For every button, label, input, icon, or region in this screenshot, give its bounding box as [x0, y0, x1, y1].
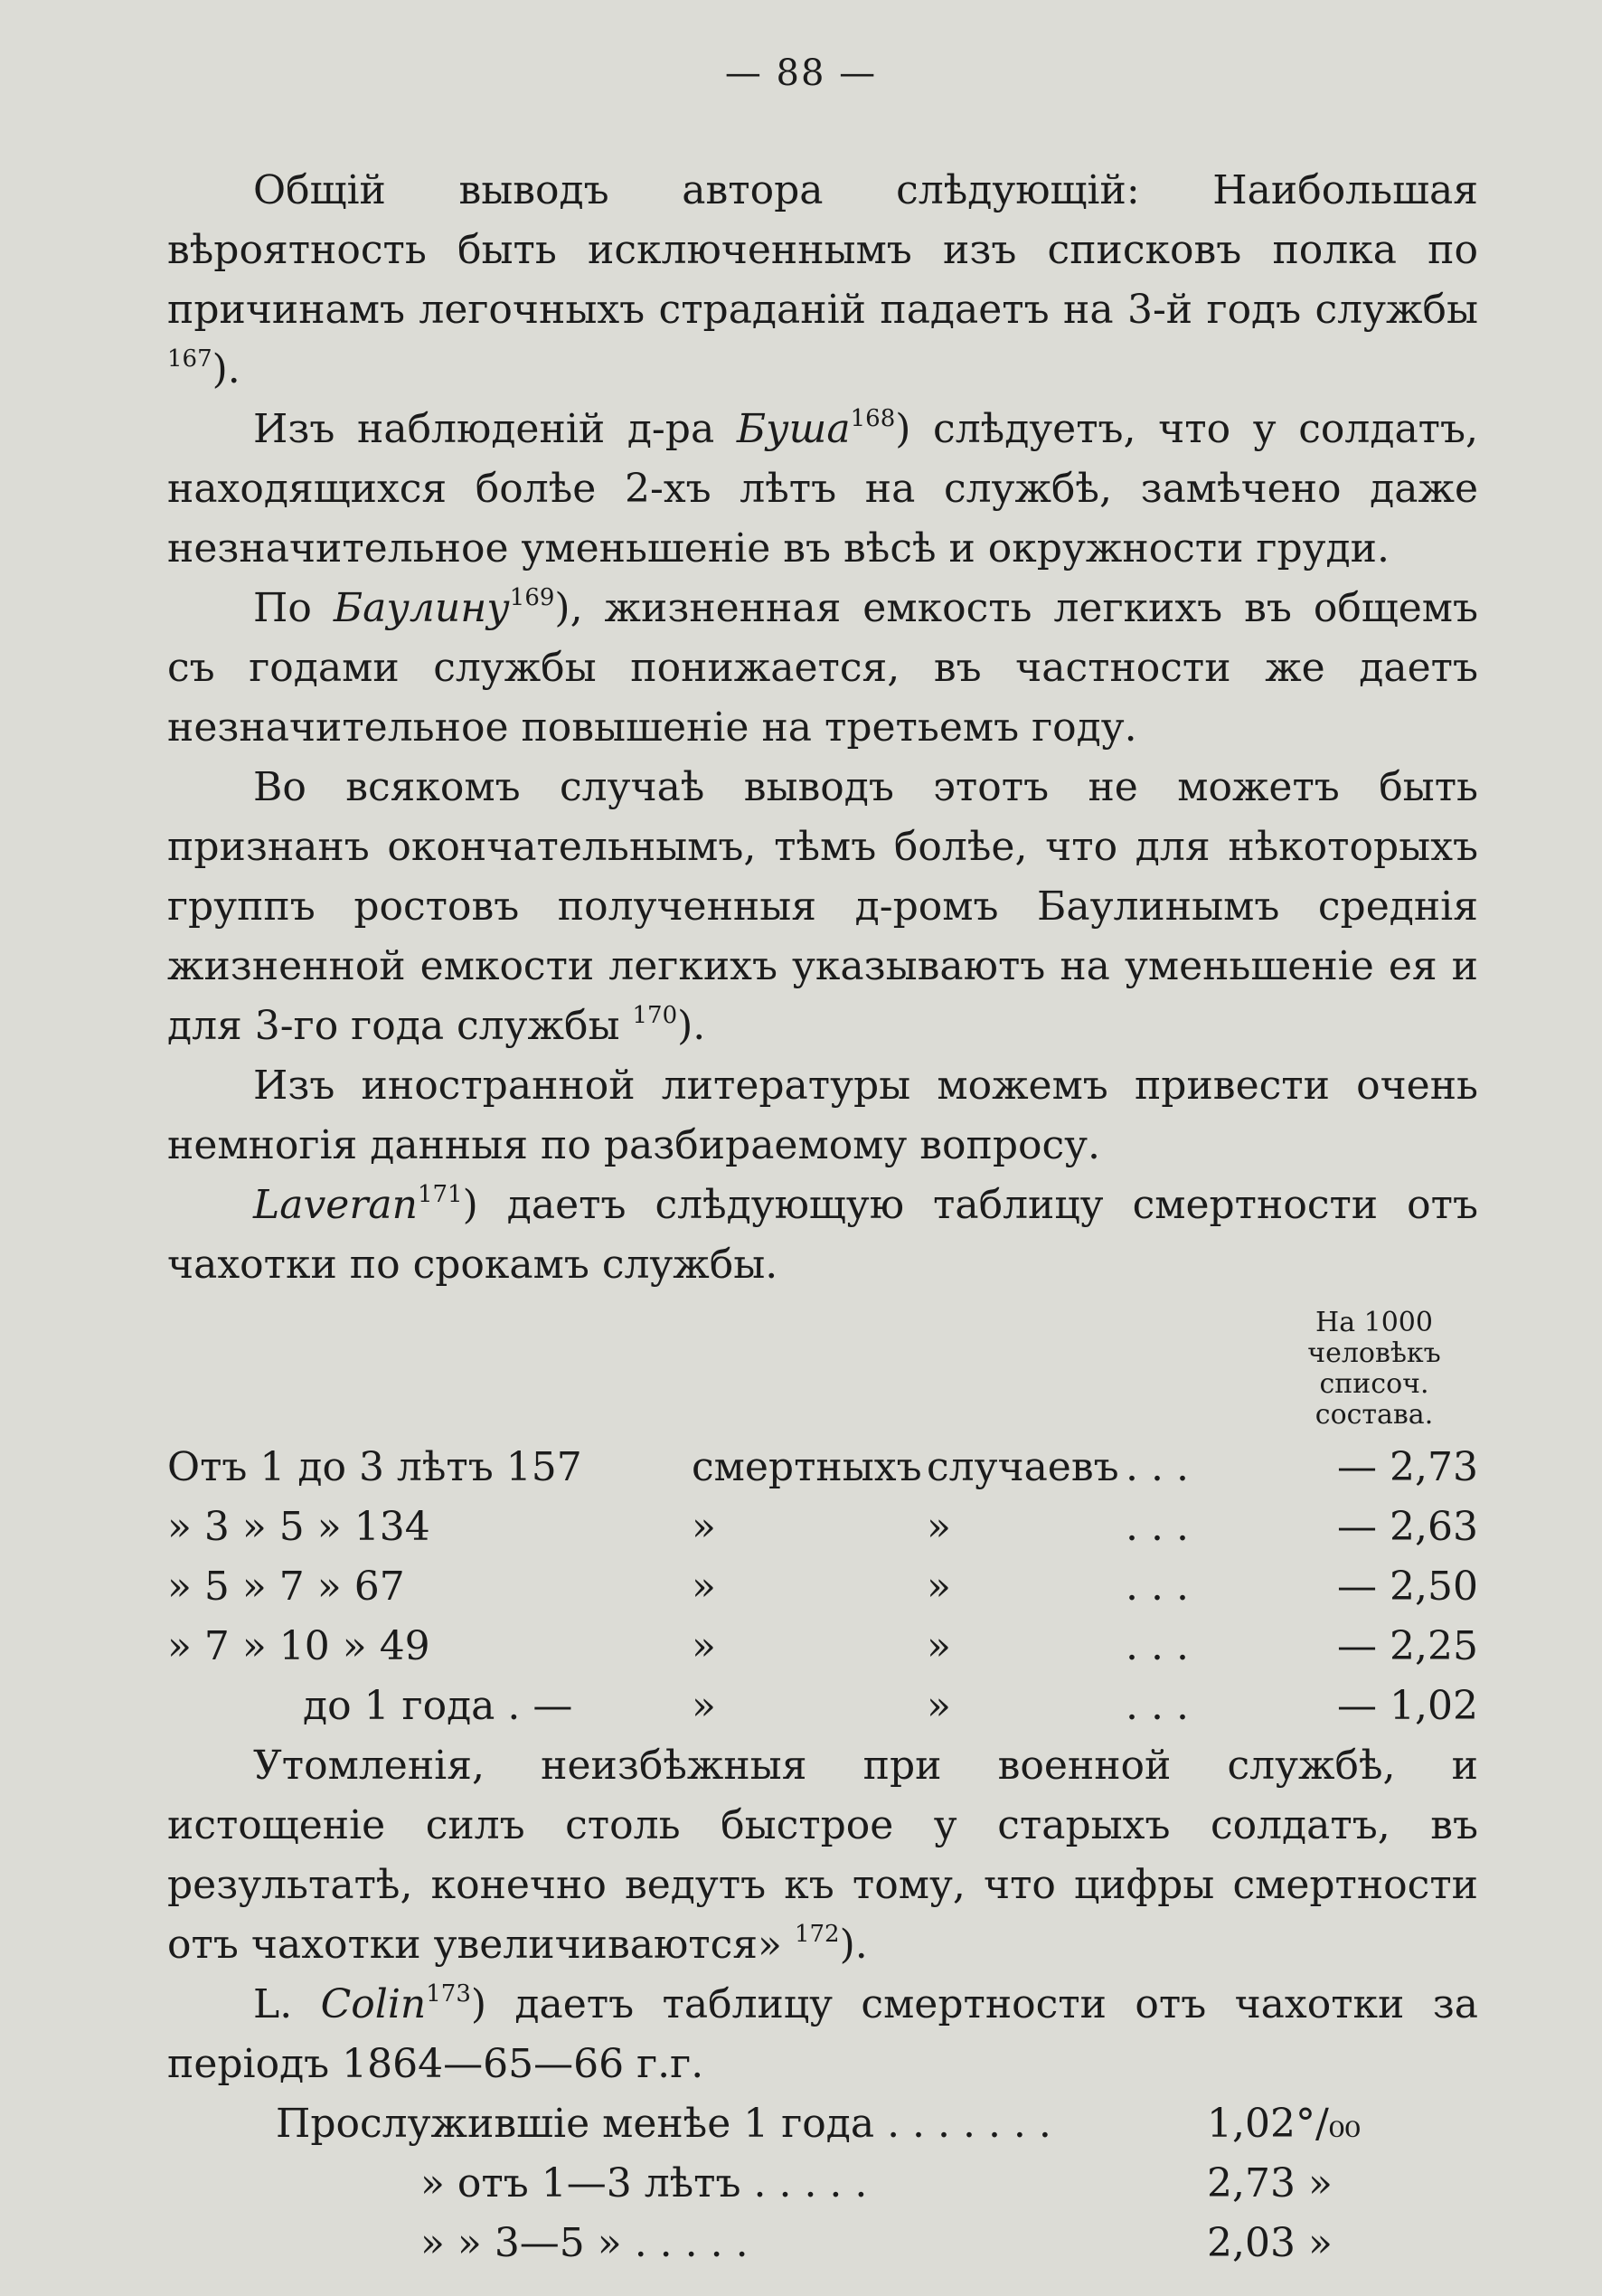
dots-cell: . . .: [1126, 1564, 1189, 1610]
paragraph-1: [167, 161, 1478, 400]
label-cell: Прослужившіе менѣе 1 года . . . . . . .: [276, 2101, 1051, 2147]
count-cell: 67: [353, 1564, 405, 1610]
table-1-header: На 1000 человѣкъ списоч. состава.: [1307, 1307, 1441, 1431]
value-cell: — 2,73: [1337, 1444, 1478, 1490]
paragraph-8-start: L.: [253, 1981, 321, 2027]
paragraph-1-text: Общій выводъ автора слѣдующій: Наибольшая вѣроятность быть исключеннымъ изъ списковъ полка по причинамъ легочныхъ страданій падаетъ на 3-й годъ службы: [167, 167, 1478, 333]
footnote-ref-168: 168: [850, 405, 896, 432]
author-busha: Буша: [736, 406, 851, 452]
word2-cell: »: [927, 1564, 951, 1610]
paragraph-7: [167, 1736, 1478, 1975]
paragraph-3-start: По: [253, 585, 334, 631]
page-body: [167, 161, 1478, 2273]
paragraph-2-start: Изъ наблюденій д-ра: [253, 406, 737, 452]
value-cell: — 2,63: [1337, 1504, 1478, 1550]
table-row: [167, 2154, 1478, 2214]
count-cell: 49: [379, 1623, 430, 1669]
label-cell: » отъ 1—3 лѣтъ . . . . .: [420, 2160, 868, 2206]
footnote-ref-171: 171: [417, 1181, 463, 1208]
word2-cell: случаевъ: [927, 1444, 1119, 1490]
value-cell: — 2,50: [1337, 1564, 1478, 1610]
table-row: [167, 1498, 1478, 1557]
page-number: — 88 —: [724, 52, 878, 94]
paragraph-2: [167, 400, 1478, 579]
word-cell: »: [692, 1683, 716, 1729]
value-cell: — 1,02: [1337, 1683, 1478, 1729]
paragraph-8: [167, 1975, 1478, 2094]
author-colin: Colin: [320, 1981, 427, 2027]
period-cell: Отъ 1 до 3 лѣтъ: [167, 1444, 494, 1490]
period-cell: до 1 года . —: [303, 1683, 573, 1729]
paragraph-1-end: ).: [212, 346, 240, 392]
value-cell: 1,02°/₀₀: [1207, 2101, 1362, 2147]
word2-cell: »: [927, 1504, 951, 1550]
footnote-ref-170: 170: [632, 1002, 678, 1029]
dots-cell: . . .: [1126, 1504, 1189, 1550]
footnote-ref-173: 173: [426, 1980, 471, 2008]
word-cell: »: [692, 1564, 716, 1610]
table-row: [167, 2214, 1478, 2273]
table-row: [167, 1617, 1478, 1677]
paragraph-3-text: ), жизненная емкость легкихъ въ общемъ съ годами службы понижается, въ частности же даетъ незначительное повышеніе на третьемъ году.: [167, 585, 1478, 751]
paragraph-6-text: ) даетъ слѣдующую таблицу смертности отъ чахотки по срокамъ службы.: [167, 1182, 1478, 1288]
word-cell: »: [692, 1623, 716, 1669]
paragraph-4: [167, 758, 1478, 1056]
table-row: [167, 1438, 1478, 1498]
footnote-ref-169: 169: [509, 584, 555, 611]
paragraph-4-text: Во всякомъ случаѣ выводъ этотъ не можетъ быть признанъ окончательнымъ, тѣмъ болѣе, что для нѣкоторыхъ группъ ростовъ полученныя д-ромъ Баулинымъ среднія жизненной емкости легкихъ указываютъ на уменьшеніе ея и для 3-го года службы: [167, 764, 1478, 1049]
dots-cell: . . .: [1126, 1444, 1189, 1490]
paragraph-7-end: ).: [839, 1922, 868, 1968]
value-cell: 2,73 »: [1207, 2160, 1333, 2206]
paragraph-5: Изъ иностранной литературы можемъ привести очень немногія данныя по разбираемому вопросу.: [167, 1063, 1478, 1168]
paragraph-8-text: ) даетъ таблицу смертности отъ чахотки за періодъ 1864—65—66 г.г.: [167, 1981, 1478, 2087]
table-row: [167, 2094, 1478, 2154]
period-cell: » 7 » 10 »: [167, 1623, 367, 1669]
paragraph-3: [167, 579, 1478, 758]
footnote-ref-167: 167: [167, 345, 212, 373]
paragraph-4-end: ).: [677, 1003, 706, 1049]
author-laveran: Laveran: [253, 1182, 418, 1228]
mortality-table-laveran: [167, 1438, 1478, 1736]
value-cell: 2,03 »: [1207, 2220, 1333, 2266]
label-cell: » » 3—5 » . . . . .: [420, 2220, 749, 2266]
count-cell: 157: [505, 1444, 582, 1490]
period-cell: » 3 » 5 »: [167, 1504, 342, 1550]
author-baulin: Баулину: [333, 585, 510, 631]
word-cell: »: [692, 1504, 716, 1550]
dots-cell: . . .: [1126, 1623, 1189, 1669]
count-cell: 134: [353, 1504, 430, 1550]
dots-cell: . . .: [1126, 1683, 1189, 1729]
word-cell: смертныхъ: [692, 1444, 922, 1490]
paragraph-6: [167, 1176, 1478, 1295]
paragraph-7-text: Утомленія, неизбѣжныя при военной службѣ, и истощеніе силъ столь быстрое у старыхъ солдатъ, въ результатѣ, конечно ведутъ къ тому, что цифры смертности отъ чахотки увеличиваются»: [167, 1743, 1478, 1968]
paragraph-2-text: ) слѣдуетъ, что у солдатъ, находящихся болѣе 2-хъ лѣтъ на службѣ, замѣчено даже незначительное уменьшеніе въ вѣсѣ и окружности груди.: [167, 406, 1479, 572]
table-row: [167, 1557, 1478, 1617]
mortality-table-colin: [167, 2094, 1478, 2273]
footnote-ref-172: 172: [794, 1921, 840, 1948]
word2-cell: »: [927, 1623, 951, 1669]
value-cell: — 2,25: [1337, 1623, 1478, 1669]
table-row: [167, 1677, 1478, 1736]
period-cell: » 5 » 7 »: [167, 1564, 342, 1610]
word2-cell: »: [927, 1683, 951, 1729]
